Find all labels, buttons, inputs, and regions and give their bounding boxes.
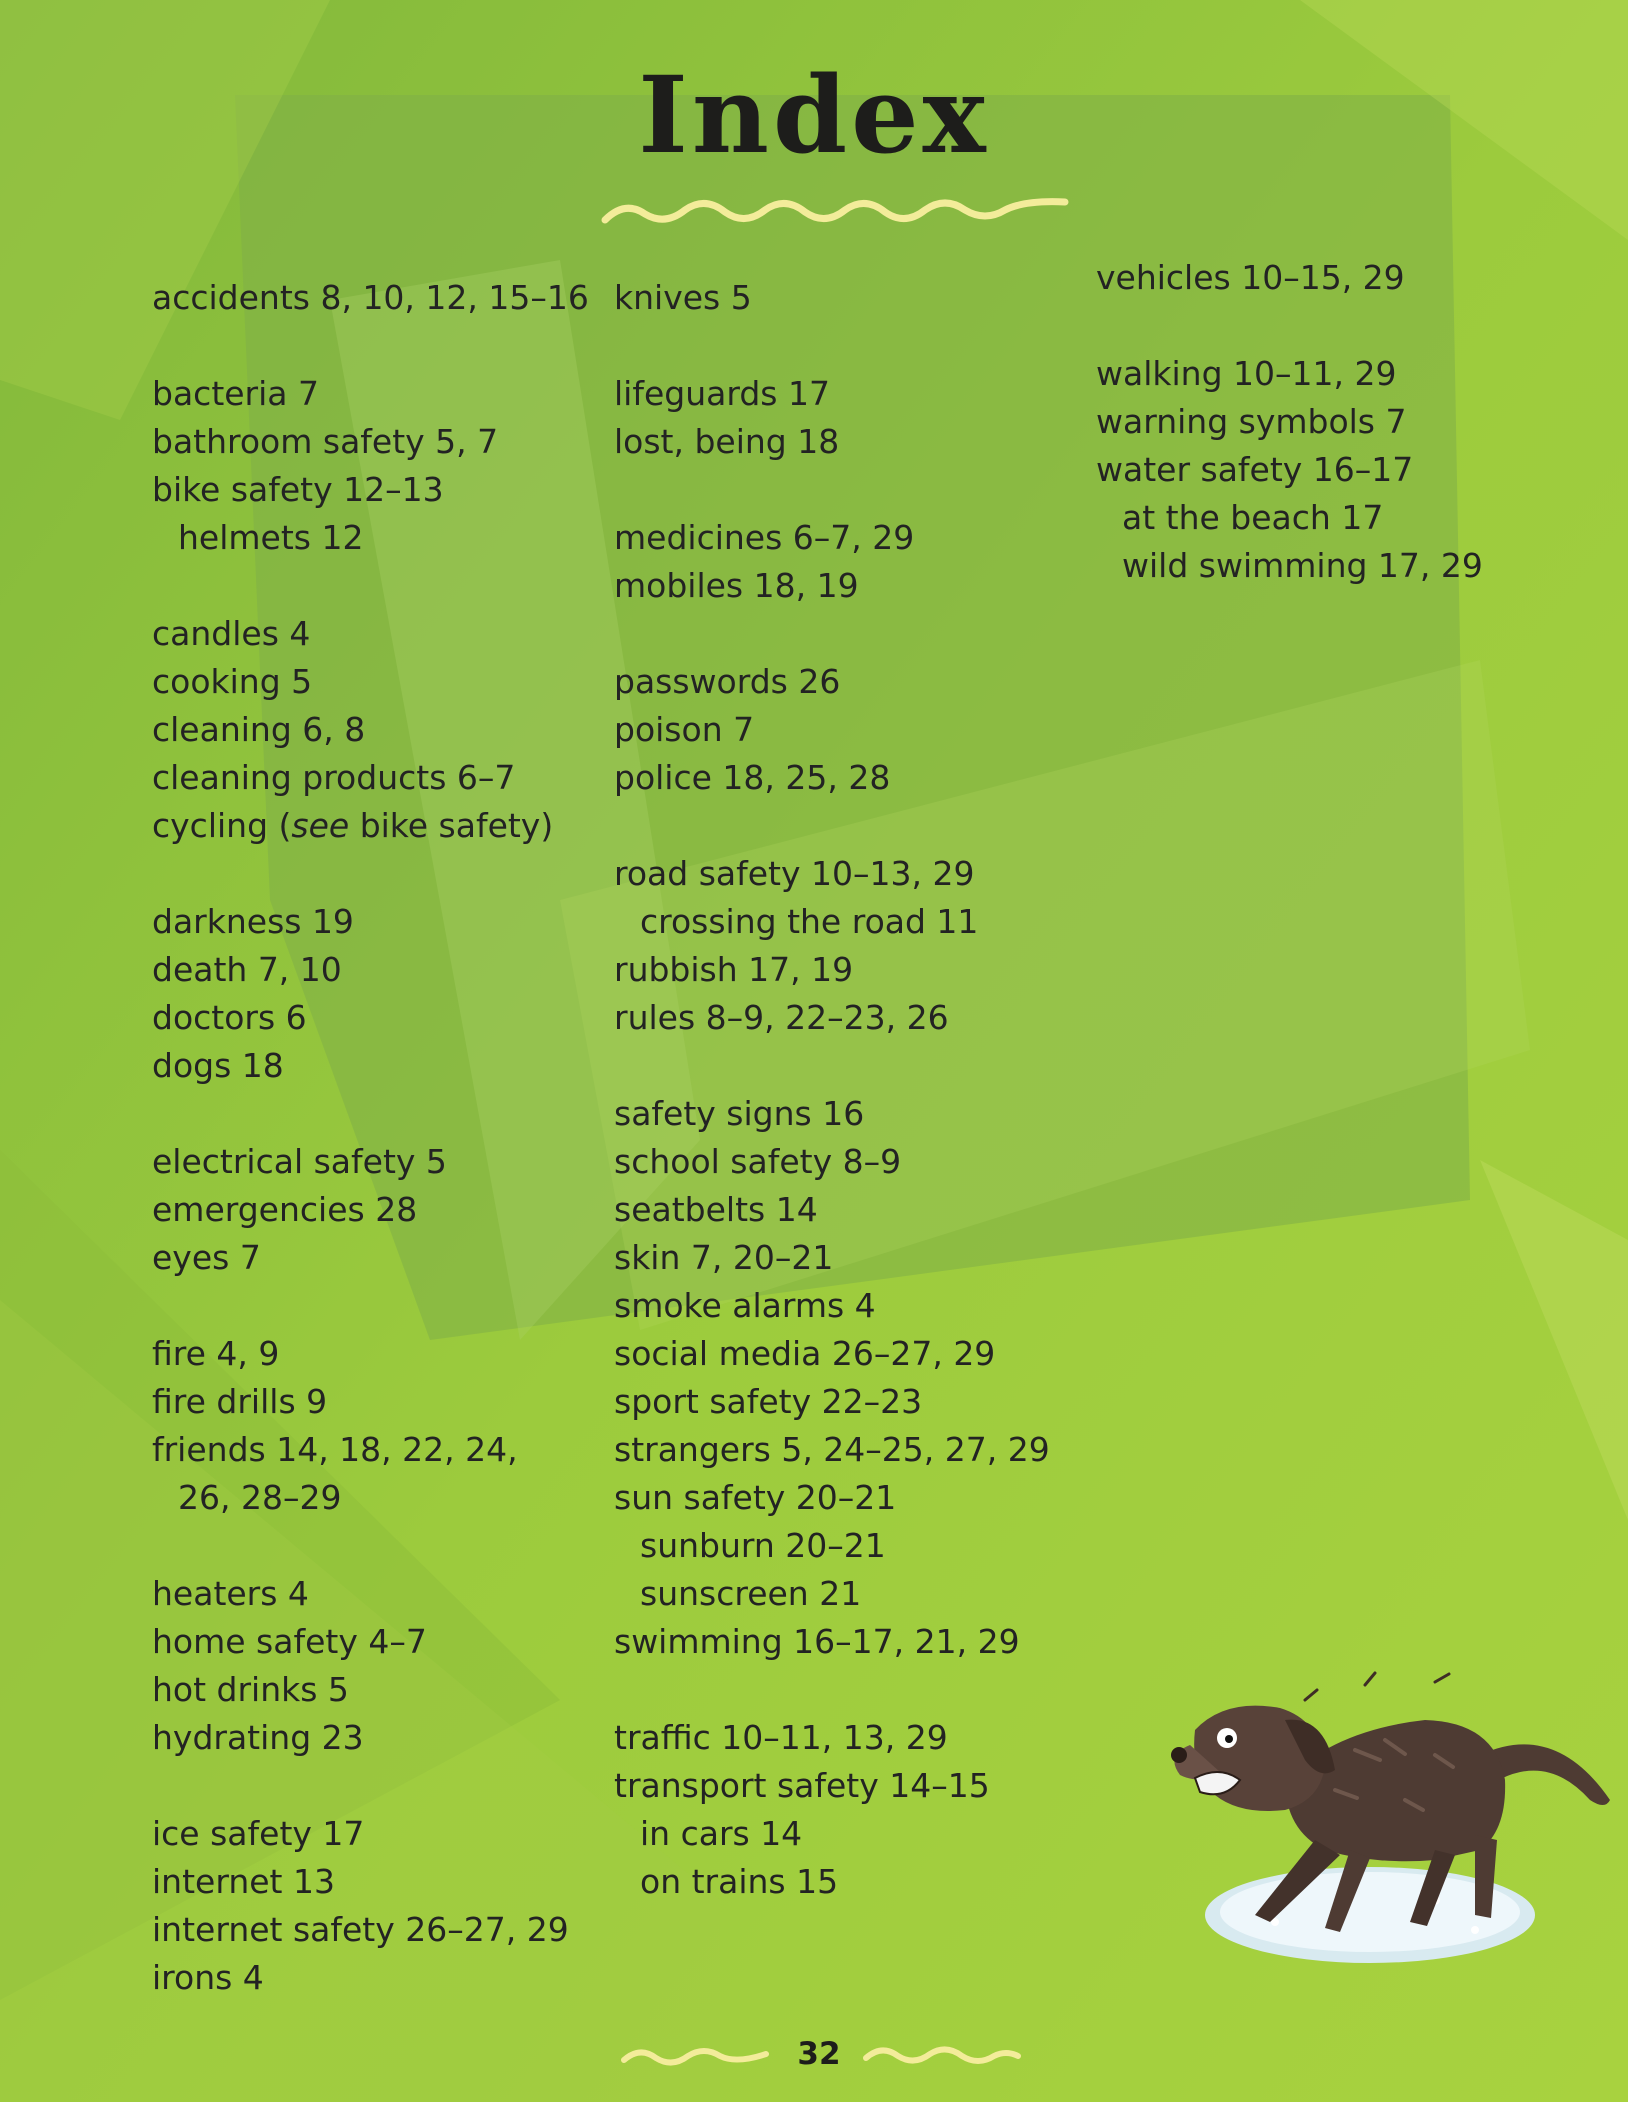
index-entry: sun safety 20–21 [614,1478,897,1517]
index-entry: poison 7 [614,710,755,749]
index-spacer [614,1666,1050,1714]
index-spacer [614,322,1050,370]
index-spacer [152,1762,589,1810]
index-entry: fire 4, 9 [152,1334,280,1373]
index-subentry: on trains 15 [640,1862,839,1901]
index-entry: safety signs 16 [614,1094,865,1133]
index-spacer [614,610,1050,658]
title-squiggle-decoration [600,190,1070,230]
index-subentry: sunburn 20–21 [640,1526,886,1565]
index-spacer [1096,302,1483,350]
footer-squiggle-left [620,2040,770,2070]
index-subentry: 26, 28–29 [178,1478,342,1517]
index-subentry: at the beach 17 [1122,498,1384,537]
index-entry-italic: see [291,806,350,845]
footer-squiggle-right [862,2040,1022,2070]
index-entry: internet safety 26–27, 29 [152,1910,569,1949]
index-entry: skin 7, 20–21 [614,1238,834,1277]
scared-dog-icon [1135,1660,1625,1980]
index-entry: cooking 5 [152,662,313,701]
index-entry: cleaning 6, 8 [152,710,366,749]
index-entry: heaters 4 [152,1574,309,1613]
index-entry: hydrating 23 [152,1718,364,1757]
index-entry-text: cycling ( [152,806,292,845]
index-subentry: wild swimming 17, 29 [1122,546,1483,585]
index-entry: darkness 19 [152,902,354,941]
index-entry-text: bike safety) [349,806,554,845]
index-spacer [152,562,589,610]
index-entry: water safety 16–17 [1096,450,1414,489]
index-entry: candles 4 [152,614,311,653]
index-column-3 [1096,254,1483,590]
index-entry: doctors 6 [152,998,307,1037]
index-spacer [152,1090,589,1138]
index-entry: passwords 26 [614,662,841,701]
index-entry: rules 8–9, 22–23, 26 [614,998,949,1037]
index-entry: school safety 8–9 [614,1142,902,1181]
index-entry: swimming 16–17, 21, 29 [614,1622,1020,1661]
index-entry: fire drills 9 [152,1382,328,1421]
index-entry: ice safety 17 [152,1814,365,1853]
index-entry: medicines 6–7, 29 [614,518,915,557]
index-entry: emergencies 28 [152,1190,418,1229]
index-spacer [152,322,589,370]
index-entry: police 18, 25, 28 [614,758,891,797]
index-entry: traffic 10–11, 13, 29 [614,1718,948,1757]
index-spacer [152,1522,589,1570]
index-entry: internet 13 [152,1862,335,1901]
index-entry: bike safety 12–13 [152,470,444,509]
index-entry: lost, being 18 [614,422,840,461]
index-entry: hot drinks 5 [152,1670,349,1709]
index-column-1 [152,274,589,2002]
index-subentry: in cars 14 [640,1814,803,1853]
index-entry: seatbelts 14 [614,1190,818,1229]
index-entry: walking 10–11, 29 [1096,354,1397,393]
index-entry: mobiles 18, 19 [614,566,859,605]
page-number: 32 [797,2036,841,2072]
index-entry: accidents 8, 10, 12, 15–16 [152,278,589,317]
index-entry: knives 5 [614,278,752,317]
page-title: Index [638,52,990,177]
index-entry: rubbish 17, 19 [614,950,854,989]
index-entry: smoke alarms 4 [614,1286,876,1325]
index-subentry: sunscreen 21 [640,1574,862,1613]
index-column-2 [614,274,1050,1906]
index-subentry: crossing the road 11 [640,902,979,941]
index-entry: dogs 18 [152,1046,284,1085]
index-entry: friends 14, 18, 22, 24, [152,1430,518,1469]
index-entry: bathroom safety 5, 7 [152,422,499,461]
index-entry: home safety 4–7 [152,1622,427,1661]
index-entry: lifeguards 17 [614,374,830,413]
index-spacer [614,1042,1050,1090]
index-entry: warning symbols 7 [1096,402,1407,441]
index-entry: irons 4 [152,1958,264,1997]
index-spacer [614,466,1050,514]
index-entry: strangers 5, 24–25, 27, 29 [614,1430,1050,1469]
index-subentry: helmets 12 [178,518,364,557]
index-entry [152,802,589,850]
index-entry: road safety 10–13, 29 [614,854,975,893]
index-entry: sport safety 22–23 [614,1382,923,1421]
index-entry: cleaning products 6–7 [152,758,516,797]
index-entry: bacteria 7 [152,374,319,413]
index-entry: death 7, 10 [152,950,342,989]
index-spacer [614,802,1050,850]
index-entry: social media 26–27, 29 [614,1334,996,1373]
index-entry: transport safety 14–15 [614,1766,990,1805]
index-entry: eyes 7 [152,1238,261,1277]
index-spacer [152,1282,589,1330]
index-spacer [152,850,589,898]
index-entry: electrical safety 5 [152,1142,447,1181]
index-entry: vehicles 10–15, 29 [1096,258,1405,297]
